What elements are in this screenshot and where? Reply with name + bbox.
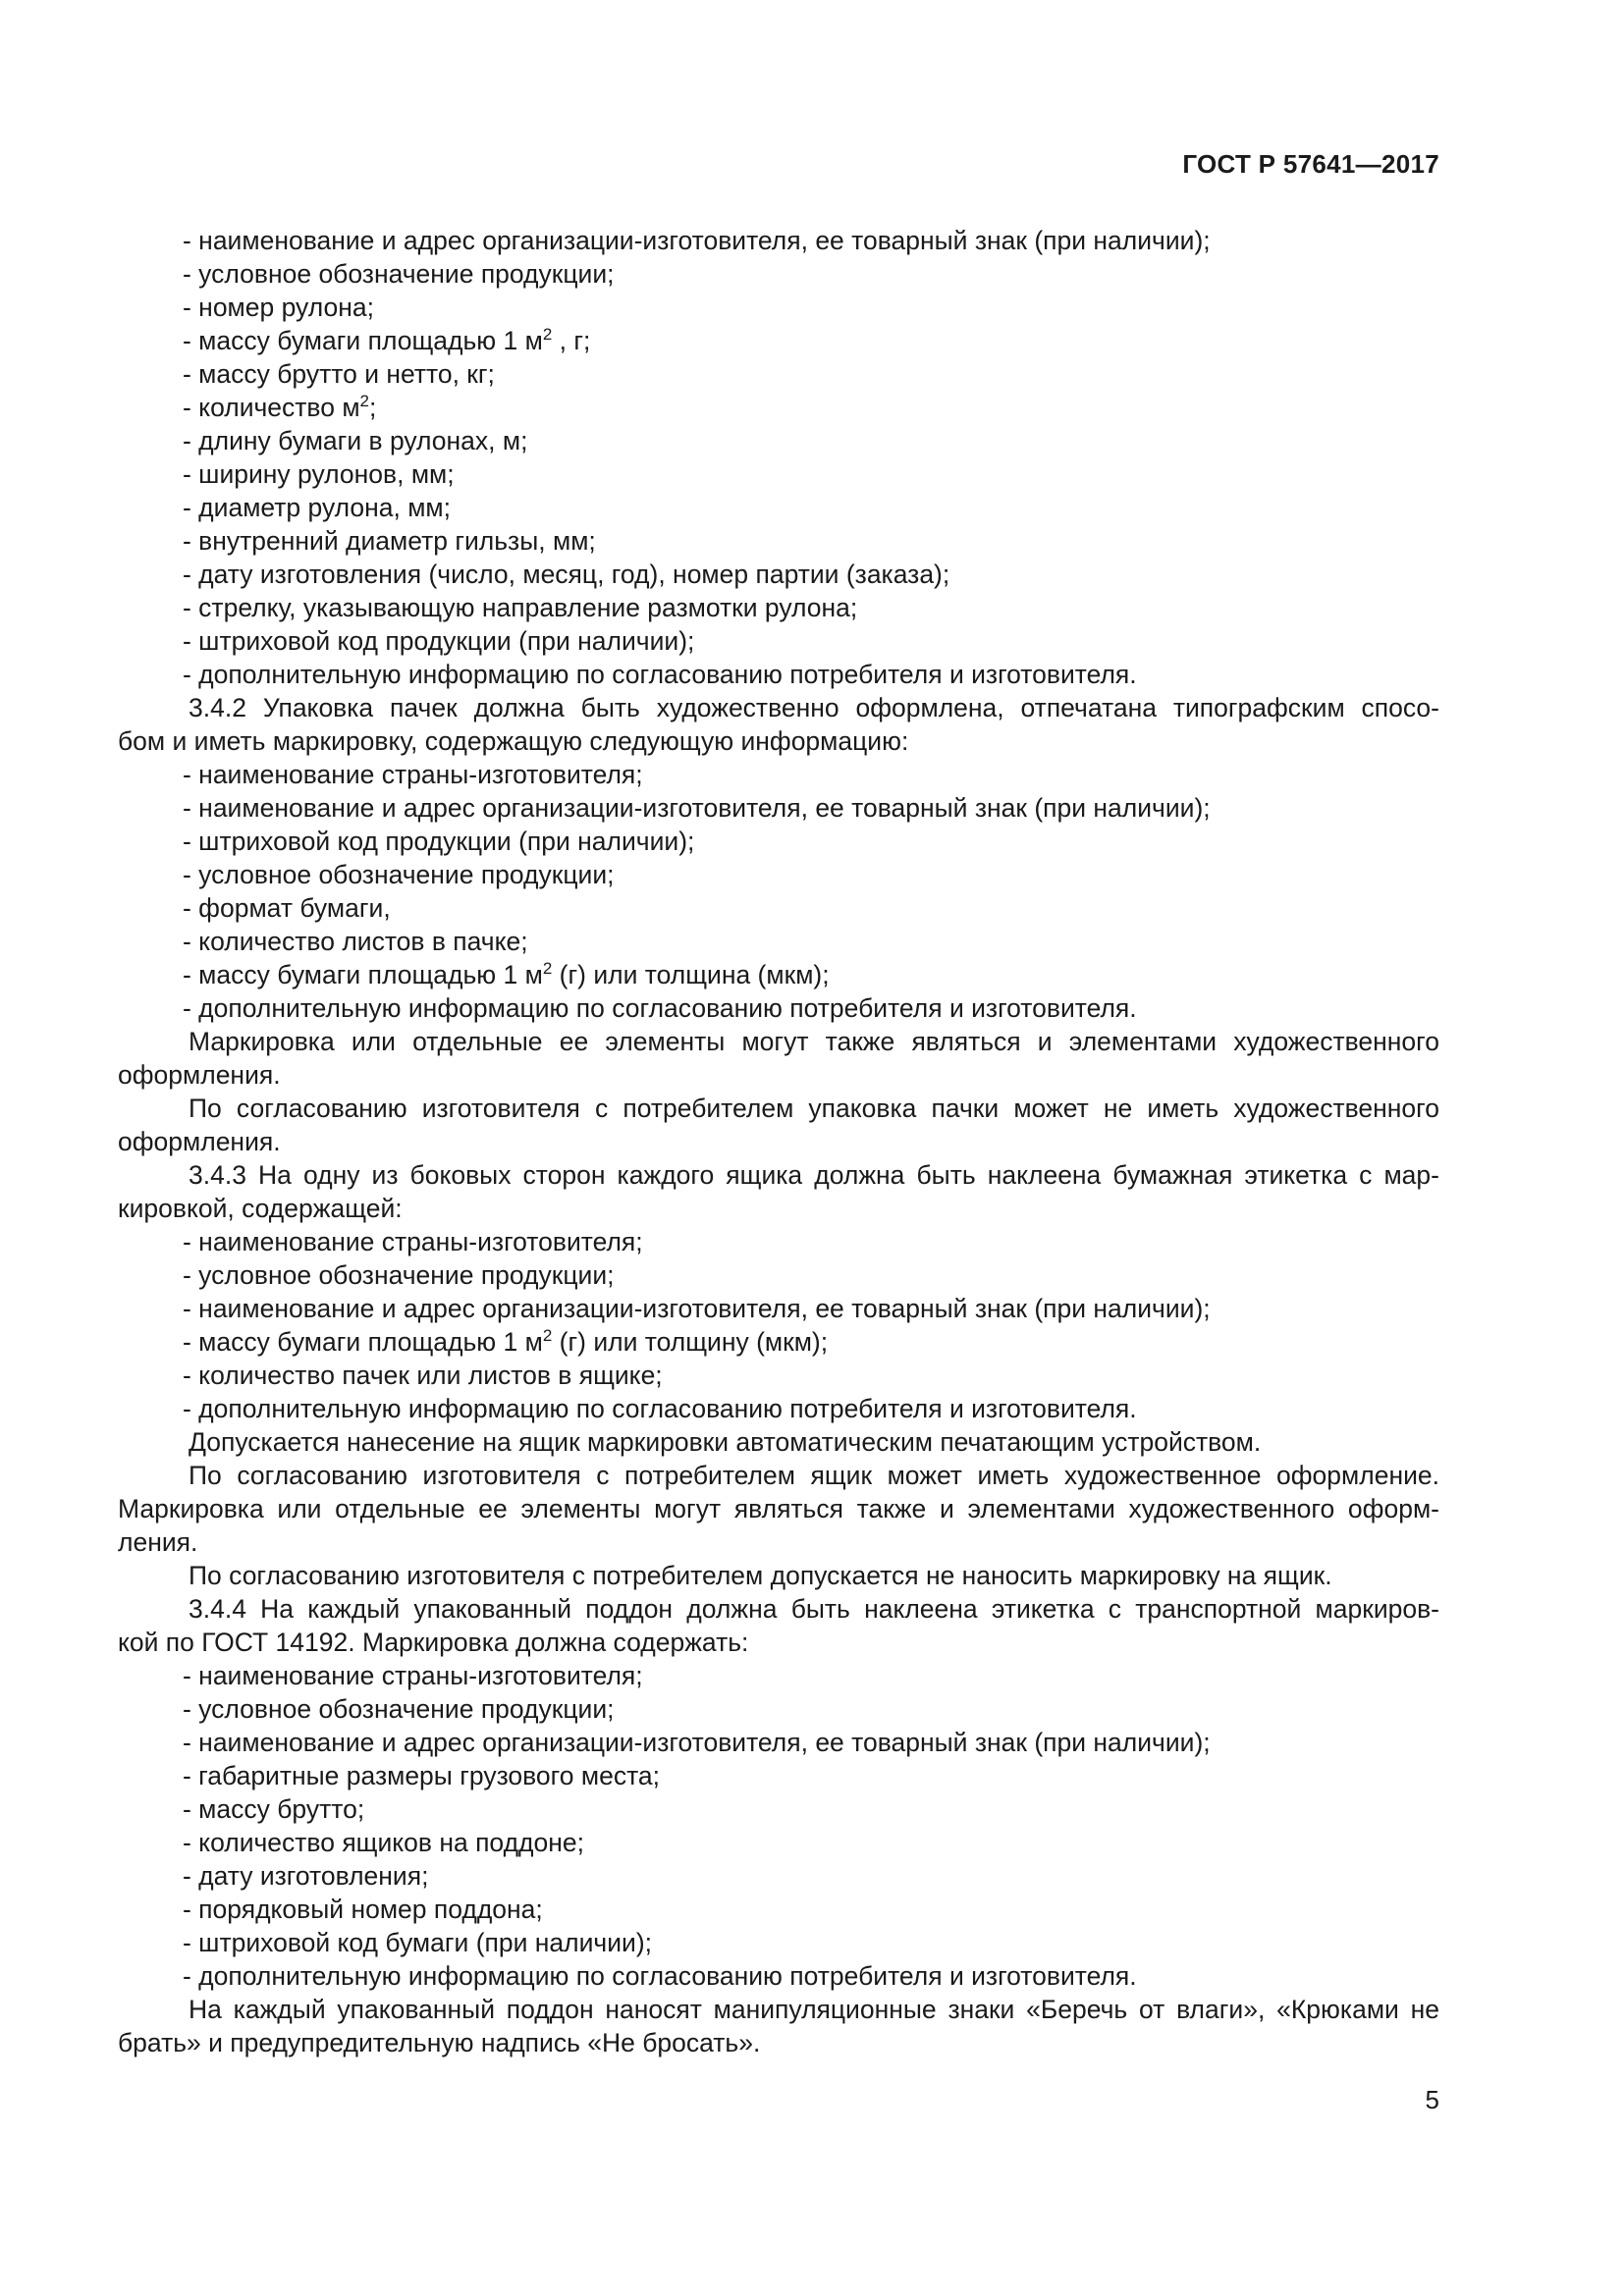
text-line: Маркировка или отдельные ее элементы могут являться также и элементами художественного оформ- — [118, 1494, 1439, 1523]
list-item: - условное обозначение продукции; — [183, 860, 615, 889]
list-item: - количество $м^2$; — [183, 392, 377, 422]
list-item: - внутренний диаметр гильзы, мм; — [183, 526, 596, 556]
text-line: По согласованию изготовителя с потребителем ящик может иметь художественное оформление. — [189, 1461, 1439, 1490]
text-line: ления. — [118, 1527, 198, 1557]
list-item: - ширину рулонов, мм; — [183, 459, 455, 489]
list-item: - порядковый номер поддона; — [183, 1895, 543, 1924]
text-line: оформления. — [118, 1127, 281, 1156]
text-line: кой по ГОСТ 14192. Маркировка должна содержать: — [118, 1628, 749, 1657]
text-line: брать» и предупредительную надпись «Не бросать». — [118, 2028, 761, 2057]
list-item: - наименование страны-изготовителя; — [183, 760, 643, 789]
page-number: 5 — [1425, 2085, 1439, 2114]
list-item: - формат бумаги, — [183, 893, 391, 923]
list-item: - штриховой код бумаги (при наличии); — [183, 1928, 653, 1957]
superscript: 2 — [359, 392, 369, 411]
superscript: 2 — [542, 325, 553, 345]
list-item: - длину бумаги в рулонах, м; — [183, 426, 528, 455]
list-item: - условное обозначение продукции; — [183, 259, 615, 289]
list-item: - дополнительную информацию по согласованию потребителя и изготовителя. — [183, 1394, 1137, 1423]
text-line: оформления. — [118, 1060, 281, 1090]
superscript: 2 — [542, 1326, 553, 1346]
text-line: Допускается нанесение на ящик маркировки автоматическим печатающим устройством. — [189, 1427, 1262, 1457]
list-item: - массу бумаги площадью 1 $м^2$ , г; — [183, 325, 591, 355]
list-item: - наименование страны-изготовителя; — [183, 1661, 643, 1690]
document-code: ГОСТ Р 57641—2017 — [1182, 149, 1439, 179]
list-item: - дополнительную информацию по согласованию потребителя и изготовителя. — [183, 1961, 1137, 1991]
text-line: бом и иметь маркировку, содержащую следующую информацию: — [118, 726, 909, 756]
list-item: - количество листов в пачке; — [183, 927, 528, 956]
text-line: 3.4.4 На каждый упакованный поддон должна быть наклеена этикетка с транспортной маркиров- — [189, 1594, 1439, 1624]
list-item: - массу бумаги площадью 1 $м^2$ (г) или толщину (мкм); — [183, 1326, 829, 1357]
list-item: - наименование и адрес организации-изготовителя, ее товарный знак (при наличии); — [183, 1728, 1211, 1757]
list-item: - условное обозначение продукции; — [183, 1694, 615, 1724]
list-item: - количество пачек или листов в ящике; — [183, 1361, 663, 1390]
list-item: - штриховой код продукции (при наличии); — [183, 626, 695, 656]
list-item: - условное обозначение продукции; — [183, 1260, 615, 1290]
list-item: - наименование и адрес организации-изготовителя, ее товарный знак (при наличии); — [183, 226, 1211, 255]
list-item: - дополнительную информацию по согласованию потребителя и изготовителя. — [183, 660, 1137, 689]
list-item: - наименование и адрес организации-изготовителя, ее товарный знак (при наличии); — [183, 793, 1211, 823]
list-item: - габаритные размеры грузового места; — [183, 1761, 661, 1790]
text-line: По согласованию изготовителя с потребителем допускается не наносить маркировку на ящик. — [189, 1561, 1332, 1590]
document-body — [118, 224, 1439, 2059]
superscript: 2 — [542, 959, 553, 979]
list-item: - количество ящиков на поддоне; — [183, 1828, 584, 1857]
list-item: - номер рулона; — [183, 293, 374, 322]
text-line: Маркировка или отдельные ее элементы могут также являться и элементами художественного — [189, 1027, 1439, 1056]
list-item: - массу бумаги площадью 1 $м^2$ (г) или толщина (мкм); — [183, 959, 830, 989]
text-line: На каждый упакованный поддон наносят манипуляционные знаки «Беречь от влаги», «Крюками не — [189, 1995, 1439, 2024]
list-item: - наименование страны-изготовителя; — [183, 1227, 643, 1256]
list-item: - стрелку, указывающую направление размотки рулона; — [183, 593, 858, 622]
text-line: кировкой, содержащей: — [118, 1194, 403, 1223]
list-item: - наименование и адрес организации-изготовителя, ее товарный знак (при наличии); — [183, 1294, 1211, 1323]
list-item: - диаметр рулона, мм; — [183, 493, 452, 522]
list-item: - дату изготовления (число, месяц, год), номер партии (заказа); — [183, 560, 950, 589]
list-item: - штриховой код продукции (при наличии); — [183, 827, 695, 856]
list-item: - дополнительную информацию по согласованию потребителя и изготовителя. — [183, 993, 1137, 1023]
text-line: 3.4.2 Упаковка пачек должна быть художественно оформлена, отпечатана типографским спосо- — [189, 693, 1439, 722]
list-item: - дату изготовления; — [183, 1861, 429, 1891]
list-item: - массу брутто; — [183, 1794, 365, 1824]
list-item: - массу брутто и нетто, кг; — [183, 359, 495, 389]
text-line: По согласованию изготовителя с потребителем упаковка пачки может не иметь художественного — [189, 1094, 1439, 1123]
text-line: 3.4.3 На одну из боковых сторон каждого ящика должна быть наклеена бумажная этикетка с мар- — [189, 1160, 1439, 1190]
